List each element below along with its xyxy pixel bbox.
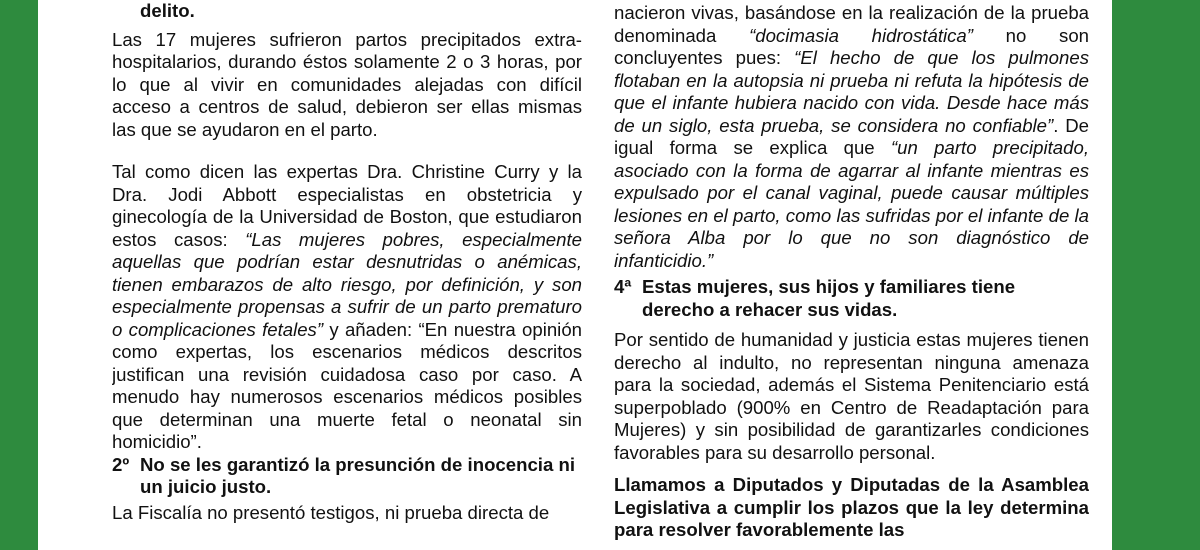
heading-number: 4ª (614, 276, 632, 297)
right-green-border (1112, 0, 1200, 550)
docimasia-quote: “El hecho de que los pulmones flotaban en la autopsia ni prueba ni refuta la hipótesis de que el infante hubiera nacido con vida. Desde hace más de un siglo, esta prueba, se considera no confiable” (614, 47, 1089, 136)
heading-number: 2º (112, 453, 130, 475)
expertas-intro: Tal como dicen las expertas Dra. Christine Curry y la Dra. Jodi Abbott especialistas en obstetricia y ginecología de la Universidad de Boston, que estudiaron estos casos: (112, 161, 582, 250)
paragraph-expertas (112, 161, 582, 454)
paragraph-docimasia (614, 2, 1089, 272)
expertas-quote: “Las mujeres pobres, especialmente aquellas que podrían estar desnutridas o anémicas, tienen embarazos de alto riesgo, por definición, y son especialmente propensas a sufrir de un parto prematuro o complicaciones fetales” (112, 228, 582, 340)
heading-presuncion (112, 454, 582, 499)
docimasia-term: “docimasia hidrostática” (749, 24, 973, 46)
docimasia-quote2: “un parto precipitado, asociado con la forma de agarrar al infante mientras es expulsado por el canal vaginal, puede causar múltiples lesiones en el parto, como las sufridas por el infante de la señora Alba por lo que no son diagnóstico de infanticidio.” (614, 137, 1089, 271)
right-text-column (614, 0, 1089, 550)
paragraph-fiscalia: La Fiscalía no presentó testigos, ni prueba directa de (112, 501, 550, 523)
heading-derecho (614, 276, 1089, 321)
expertas-rest: y añaden: “En nuestra opinión como expertas, los escenarios médicos descritos justifican una revisión cuidadosa caso por caso. A menudo hay numerosos escenarios médicos posibles que determinan una muerte fetal o neonatal sin homicidio”. (112, 318, 582, 452)
heading-text: No se les garantizó la presunción de inocencia ni un juicio justo. (140, 453, 576, 497)
paragraph-indulto: Por sentido de humanidad y justicia estas mujeres tienen derecho al indulto, no representan ninguna amenaza para la sociedad, además el Sistema Penitenciario está superpoblado (900% en Centro de Readaptación para Mujeres) y sin posibilidad de garantizarles condiciones favorables para su desarrollo personal. (614, 329, 1089, 463)
paragraph-llamamos: Llamamos a Diputados y Diputadas de la Asamblea Legislativa a cumplir los plazos que la ley determina para resolver favorablemente las (614, 474, 1089, 540)
left-green-border (0, 0, 38, 550)
heading-text: Estas mujeres, sus hijos y familiares tiene derecho a rehacer sus vidas. (642, 276, 1016, 320)
docimasia-intro: nacieron vivas, basándose en la realización de la prueba denominada (614, 2, 1089, 46)
paragraph-partos: Las 17 mujeres sufrieron partos precipitados extra-hospitalarios, durando éstos solamente 2 o 3 horas, por lo que al vivir en comunidades alejadas con difícil acceso a centros de salud, debieron ser ellas mismas las que se ayudaron en el parto. (112, 28, 582, 140)
docimasia-mid: no son concluyentes pues: (614, 24, 1089, 68)
left-text-column (112, 0, 582, 550)
docimasia-mid2: . De igual forma se explica que (614, 114, 1089, 158)
heading-fragment: delito. (140, 0, 195, 21)
